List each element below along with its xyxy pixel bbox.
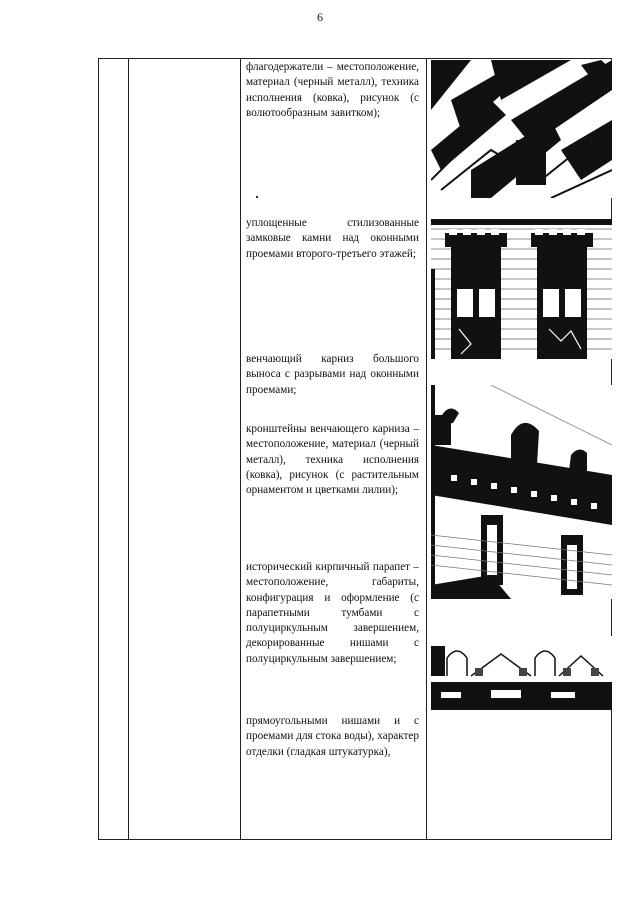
scan-mark	[256, 196, 258, 198]
table-column-divider	[426, 58, 427, 840]
list-item-brick-parapet: исторический кирпичный парапет – местоположение, габариты, конфигурация и оформление (с парапетными тумбами с полуциркульным завершением, декорированные нишами с полуциркульным завершением;	[246, 561, 419, 665]
list-item-flag-holders: флагодержатели – местоположение, материал (черный металл), техника исполнения (ковка), рисунок (с волютообразным завитком);	[246, 61, 419, 119]
list-item-keystones: уплощенные стилизованные замковые камни над оконными проемами второго-третьего этажей;	[246, 217, 419, 260]
table-column-divider	[128, 58, 129, 840]
flag-holder-photo	[431, 60, 612, 198]
list-item-cornice-brackets: кронштейны венчающего карниза – местоположение, материал (черный металл), техника исполнения (ковка), рисунок (с растительным орнаментом и цветками лилии);	[246, 423, 419, 497]
cornice-brackets-photo	[431, 385, 612, 599]
parapet-photo	[431, 636, 612, 710]
page-number: 6	[317, 10, 323, 24]
table-column-divider	[240, 58, 241, 840]
list-item-crowning-cornice: венчающий карниз большого выноса с разрывами над оконными проемами;	[246, 353, 419, 396]
keystones-windows-photo	[431, 219, 612, 359]
list-item-parapet-niches: прямоугольными нишами и с проемами для стока воды), характер отделки (гладкая штукатурка),	[246, 715, 419, 758]
